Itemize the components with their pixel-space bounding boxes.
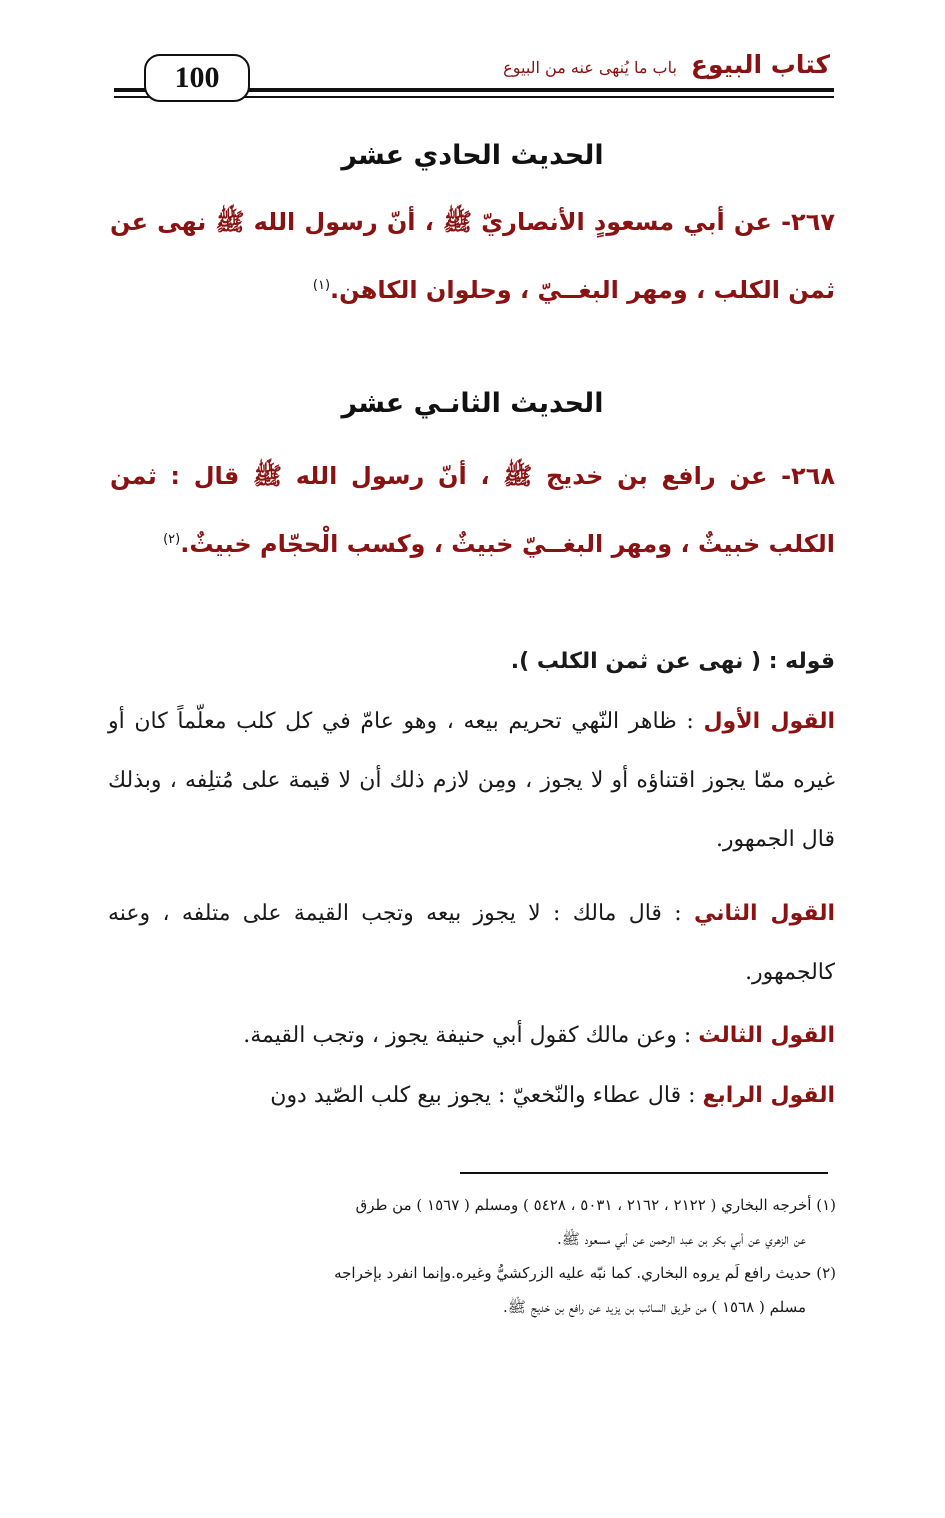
hadith-12-title: الحديث الثانـي عشر	[341, 388, 604, 419]
opinion-3	[108, 1006, 835, 1065]
footnote-2-line-1: (٢) حديث رافع لَم يروه البخاري. كما نبّه عليه الزركشيُّ وغيره.وإنما انفرد بإخراجه	[334, 1264, 836, 1282]
opinion-4	[108, 1066, 835, 1125]
footnote-ref-2[interactable]: (٢)	[163, 532, 181, 547]
page-header	[114, 48, 834, 100]
footnote-1-line-2: عن الزهري عن أبي بكر بن عبد الرحمن عن أبي مسعود ﷺ.	[557, 1230, 806, 1248]
footnote-separator	[460, 1172, 828, 1174]
opinion-2-text: : قال مالك : لا يجوز بيعه وتجب القيمة على متلفه ، وعنه كالجمهور.	[108, 901, 835, 985]
opinion-4-text: : قال عطاء والنّخعيّ : يجوز بيع كلب الصّيد دون	[270, 1083, 703, 1108]
opinion-3-text: : وعن مالك كقول أبي حنيفة يجوز ، وتجب القيمة.	[243, 1023, 699, 1048]
hadith-267-body: ٢٦٧- عن أبي مسعودٍ الأنصاريّ ﷺ ، أنّ رسول الله ﷺ نهى عن ثمن الكلب ، ومهر البغــيّ ، وحلوان الكاهن.	[110, 208, 835, 304]
hadith-11-title: الحديث الحادي عشر	[341, 140, 604, 171]
hadith-268-text	[110, 444, 835, 576]
opinion-2-label: القول الثاني	[693, 901, 835, 926]
footnote-1-line-1: (١) أخرجه البخاري ( ٢١٢٢ ، ٢١٦٢ ، ٥٠٣١ ، ٥٤٢٨ ) ومسلم ( ١٥٦٧ ) من طرق	[355, 1196, 836, 1214]
footnote-2-line-2: مسلم ( ١٥٦٨ ) من طريق السائب بن يزيد عن رافع بن خديج ﷺ.	[503, 1298, 806, 1316]
footnotes	[110, 1188, 836, 1324]
header-titles	[495, 50, 830, 79]
page-number: 100	[144, 54, 250, 102]
opinion-1-text: : ظاهر النّهي تحريم بيعه ، وهو عامّ في كل كلب معلّماً كان أو غيره ممّا يجوز اقتناؤه أو لا يجوز ، ومِن لازم ذلك أن لا قيمة على مُتلِفه ، وبذلك قال الجمهور.	[108, 709, 835, 852]
opinion-1	[108, 692, 835, 869]
commentary-quote: قوله : ( نهى عن ثمن الكلب ).	[510, 649, 835, 674]
opinion-1-label: القول الأول	[703, 709, 835, 734]
hadith-267-text	[110, 190, 835, 322]
footnote-ref-1[interactable]: (١)	[312, 278, 331, 293]
opinion-3-label: القول الثالث	[698, 1023, 835, 1048]
opinion-4-label: القول الرابع	[702, 1083, 835, 1108]
chapter-title: باب ما يُنهى عنه من البيوع	[503, 58, 677, 77]
opinion-2	[108, 884, 835, 1002]
hadith-268-body: ٢٦٨- عن رافع بن خديج ﷺ ، أنّ رسول الله ﷺ قال : ثمن الكلب خبيثٌ ، ومهر البغــيّ خبيثٌ ، وكسب الْحجّام خبيثٌ.	[110, 462, 835, 558]
book-title: كتاب البيوع	[690, 50, 830, 79]
